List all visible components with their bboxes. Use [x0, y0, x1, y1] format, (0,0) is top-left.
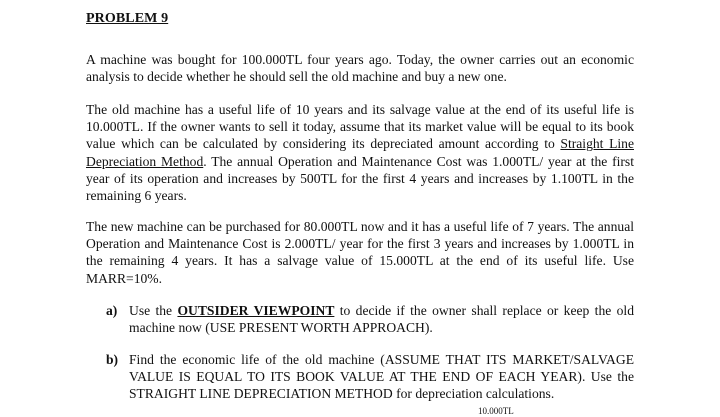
question-b: [106, 351, 634, 403]
question-a-label: a): [106, 303, 118, 318]
new-machine-paragraph: The new machine can be purchased for 80.000TL now and it has a useful life of 7 years. The annual Operation and Maintenance Cost is 2.000TL/ year for the first 3 years and increases by 1.000TL in the remaining 4 years. It has a salvage value of 15.000TL at the end of its useful life. Use MARR=10%.: [86, 219, 634, 286]
question-a: [106, 302, 634, 336]
problem-title: PROBLEM 9: [86, 11, 169, 26]
question-b-label: b): [106, 352, 119, 367]
old-machine-text-2: . The annual Operation and Maintenance Cost was 1.000TL/ year at the first year of its operation and increases by 500TL for the first 4 years and increases by 1.100TL in the remaining 6 years.: [86, 153, 634, 204]
depreciation-method-term: Straight Line Depreciation Method: [86, 136, 634, 169]
old-machine-paragraph: [86, 101, 634, 204]
intro-paragraph: A machine was bought for 100.000TL four years ago. Today, the owner carries out an economic analysis to decide whether he should sell the old machine and buy a new one.: [86, 52, 634, 85]
question-a-pre: Use the: [129, 303, 178, 318]
question-a-post: to decide if the owner shall replace or keep the old machine now (USE PRESENT WORTH APPROACH).: [129, 303, 635, 336]
question-b-text: Find the economic life of the old machine (ASSUME THAT ITS MARKET/SALVAGE VALUE IS EQUAL TO ITS BOOK VALUE AT THE END OF EACH YEAR). Use the STRAIGHT LINE DEPRECIATION METHOD for depreciation calculations.: [129, 352, 634, 402]
question-a-text: [129, 302, 634, 336]
old-machine-text-1: The old machine has a useful life of 10 years and its salvage value at the end of its useful life is 10.000TL. If the owner wants to sell it today, assume that its market value will be equal to its book value which can be calculated by considering its depreciated amount according to: [86, 102, 634, 152]
cut-off-footer-text: 10.000TL: [478, 406, 514, 416]
outsider-viewpoint-term: OUTSIDER VIEWPOINT: [177, 303, 335, 318]
